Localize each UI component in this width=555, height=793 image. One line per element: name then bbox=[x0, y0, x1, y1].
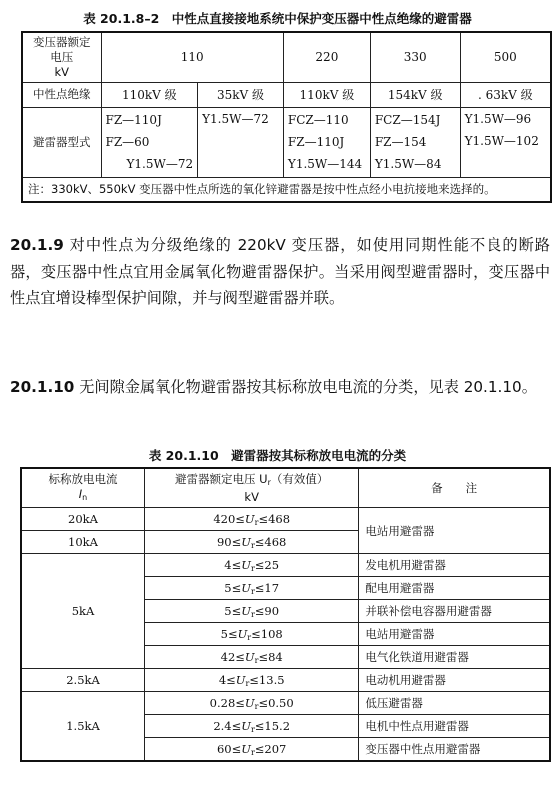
head-voltage-line bbox=[149, 472, 354, 490]
current-cell: 20kA bbox=[21, 508, 145, 531]
head-current-label: 标称放电电流 bbox=[48, 471, 118, 486]
range-low: 5≤ bbox=[220, 626, 238, 641]
symbol-u: U bbox=[241, 534, 251, 549]
table1-head-insulation: 中性点绝缘 bbox=[22, 82, 101, 107]
table1-head-type: 避雷器型式 bbox=[22, 107, 101, 177]
head-voltage-text: 避雷器额定电压 U bbox=[174, 471, 268, 486]
symbol-sub: r bbox=[254, 701, 259, 711]
head-voltage-line3: kV bbox=[54, 64, 70, 79]
table-row bbox=[21, 692, 550, 715]
table1-row-voltage bbox=[22, 32, 551, 82]
range-low: 90≤ bbox=[216, 534, 242, 549]
range-high: ≤13.5 bbox=[249, 672, 285, 687]
current-cell: 10kA bbox=[21, 531, 145, 554]
table1-row-note bbox=[22, 177, 551, 202]
range-high: ≤17 bbox=[254, 580, 280, 595]
range-high: ≤90 bbox=[254, 603, 280, 618]
range-low: 0.28≤ bbox=[209, 695, 245, 710]
range-high: ≤468 bbox=[258, 511, 291, 526]
range-low: 60≤ bbox=[216, 741, 242, 756]
voltage-range-cell bbox=[145, 531, 359, 554]
type-cell bbox=[460, 107, 551, 177]
insulation-cell: . 63kV 级 bbox=[460, 82, 551, 107]
insulation-cell: 154kV 级 bbox=[370, 82, 460, 107]
paragraph-20-1-9 bbox=[10, 232, 550, 312]
table1-head-voltage bbox=[22, 32, 101, 82]
symbol-u: U bbox=[244, 695, 255, 710]
symbol-u: U bbox=[241, 580, 251, 595]
table-row bbox=[21, 508, 550, 531]
table1 bbox=[21, 31, 552, 203]
head-voltage-unit: kV bbox=[244, 489, 259, 504]
table1-row-type bbox=[22, 107, 551, 177]
table2-title: 表 20.1.10 避雷器按其标称放电电流的分类 bbox=[148, 448, 407, 463]
range-low: 420≤ bbox=[213, 511, 245, 526]
current-cell: 1.5kA bbox=[21, 692, 145, 762]
range-low: 5≤ bbox=[224, 603, 242, 618]
range-high: ≤108 bbox=[251, 626, 283, 641]
remark-cell: 电机中性点用避雷器 bbox=[359, 715, 550, 738]
symbol-u: U bbox=[244, 511, 255, 526]
type-cell bbox=[198, 107, 284, 177]
voltage-range-cell bbox=[145, 669, 359, 692]
range-low: 2.4≤ bbox=[213, 718, 242, 733]
voltage-cell: 220 bbox=[283, 32, 370, 82]
paragraph-20-1-10 bbox=[10, 374, 550, 401]
clause-text: 对中性点为分级绝缘的 220kV 变压器，如使用同期性能不良的断路器，变压器中性点宜用金属氧化物避雷器保护。当采用阀型避雷器时，变压器中性点宜增设棒型保护间隙，并与阀型避雷器并联。 bbox=[10, 236, 550, 307]
type-item: Y1.5W—102 bbox=[464, 133, 539, 148]
table-row bbox=[21, 669, 550, 692]
symbol-sub: r bbox=[250, 609, 255, 619]
symbol-sub: r bbox=[254, 655, 259, 665]
range-high: ≤25 bbox=[254, 557, 280, 572]
remark-cell: 并联补偿电容器用避雷器 bbox=[359, 600, 550, 623]
symbol-sub: r bbox=[250, 724, 255, 734]
range-low: 42≤ bbox=[220, 649, 245, 664]
symbol-sub: r bbox=[245, 678, 250, 688]
voltage-range-cell bbox=[145, 692, 359, 715]
remark-cell: 电动机用避雷器 bbox=[359, 669, 550, 692]
head-voltage-line1: 变压器额定 bbox=[33, 34, 91, 49]
remark-cell: 电站用避雷器 bbox=[359, 623, 550, 646]
current-cell: 2.5kA bbox=[21, 669, 145, 692]
voltage-range-cell bbox=[145, 600, 359, 623]
voltage-range-cell bbox=[145, 554, 359, 577]
voltage-cell: 330 bbox=[370, 32, 460, 82]
type-item: Y1.5W—84 bbox=[374, 157, 442, 171]
type-item: FZ—60 bbox=[105, 135, 150, 149]
remark-cell: 电站用避雷器 bbox=[359, 508, 550, 554]
symbol-sub: r bbox=[250, 586, 255, 596]
head-remark: 备 注 bbox=[359, 468, 550, 508]
clause-number: 20.1.9 bbox=[10, 236, 64, 254]
type-item: Y1.5W—72 bbox=[126, 157, 194, 171]
remark-cell: 发电机用避雷器 bbox=[359, 554, 550, 577]
symbol-i: I bbox=[78, 486, 83, 501]
table2 bbox=[20, 467, 551, 762]
range-low: 5≤ bbox=[224, 580, 242, 595]
table1-note: 注：330kV、550kV 变压器中性点所选的氧化锌避雷器是按中性点经小电抗接地来选择的。 bbox=[22, 177, 551, 202]
head-voltage bbox=[145, 468, 359, 508]
symbol-u: U bbox=[241, 603, 251, 618]
head-current-symbol bbox=[26, 487, 140, 505]
range-high: ≤84 bbox=[258, 649, 283, 664]
voltage-range-cell bbox=[145, 623, 359, 646]
type-item: FZ—110J bbox=[105, 113, 162, 127]
range-low: 4≤ bbox=[224, 557, 242, 572]
symbol-u: U bbox=[241, 741, 251, 756]
current-cell: 5kA bbox=[21, 554, 145, 669]
symbol-u: U bbox=[237, 626, 248, 641]
type-cell bbox=[370, 107, 460, 177]
symbol-u: U bbox=[244, 649, 255, 664]
table-row bbox=[21, 554, 550, 577]
type-item: Y1.5W—72 bbox=[202, 111, 269, 126]
symbol-sub: r bbox=[250, 747, 255, 757]
range-high: ≤207 bbox=[254, 741, 287, 756]
type-cell bbox=[101, 107, 198, 177]
remark-cell: 电气化铁道用避雷器 bbox=[359, 646, 550, 669]
type-item: FZ—110J bbox=[287, 135, 345, 149]
remark-cell: 变压器中性点用避雷器 bbox=[359, 738, 550, 762]
clause-number: 20.1.10 bbox=[10, 378, 75, 396]
remark-cell: 低压避雷器 bbox=[359, 692, 550, 715]
type-item: FCZ—110 bbox=[287, 113, 349, 127]
symbol-sub: r bbox=[267, 477, 271, 487]
symbol-u: U bbox=[235, 672, 246, 687]
voltage-range-cell bbox=[145, 508, 359, 531]
insulation-cell: 35kV 级 bbox=[198, 82, 284, 107]
range-low: 4≤ bbox=[218, 672, 236, 687]
type-item: FZ—154 bbox=[374, 135, 427, 149]
symbol-u: U bbox=[241, 557, 251, 572]
symbol-sub: n bbox=[82, 492, 88, 502]
table1-title: 表 20.1.8–2 中性点直接接地系统中保护变压器中性点绝缘的避雷器 bbox=[83, 11, 472, 26]
range-high: ≤0.50 bbox=[258, 695, 294, 710]
symbol-sub: r bbox=[250, 563, 255, 573]
voltage-cell: 110 bbox=[101, 32, 283, 82]
symbol-sub: r bbox=[250, 540, 255, 550]
table2-body bbox=[21, 508, 550, 762]
symbol-sub: r bbox=[247, 632, 252, 642]
clause-text: 无间隙金属氧化物避雷器按其标称放电电流的分类，见表 20.1.10。 bbox=[79, 378, 537, 396]
voltage-range-cell bbox=[145, 738, 359, 762]
symbol-sub: r bbox=[254, 517, 259, 527]
type-item: Y1.5W—144 bbox=[287, 157, 363, 171]
voltage-range-cell bbox=[145, 577, 359, 600]
head-voltage-line2: 电压 bbox=[50, 49, 74, 64]
head-voltage-text2: （有效值） bbox=[270, 471, 329, 486]
range-high: ≤468 bbox=[254, 534, 287, 549]
symbol-u: U bbox=[241, 718, 251, 733]
table1-row-insulation bbox=[22, 82, 551, 107]
head-current bbox=[21, 468, 145, 508]
voltage-cell: 500 bbox=[460, 32, 551, 82]
type-item: FCZ—154J bbox=[374, 113, 441, 127]
type-cell bbox=[283, 107, 370, 177]
type-item: Y1.5W—96 bbox=[464, 111, 532, 126]
voltage-range-cell bbox=[145, 646, 359, 669]
table2-header-row bbox=[21, 468, 550, 508]
voltage-range-cell bbox=[145, 715, 359, 738]
insulation-cell: 110kV 级 bbox=[101, 82, 198, 107]
remark-cell: 配电用避雷器 bbox=[359, 577, 550, 600]
insulation-cell: 110kV 级 bbox=[283, 82, 370, 107]
range-high: ≤15.2 bbox=[254, 718, 291, 733]
